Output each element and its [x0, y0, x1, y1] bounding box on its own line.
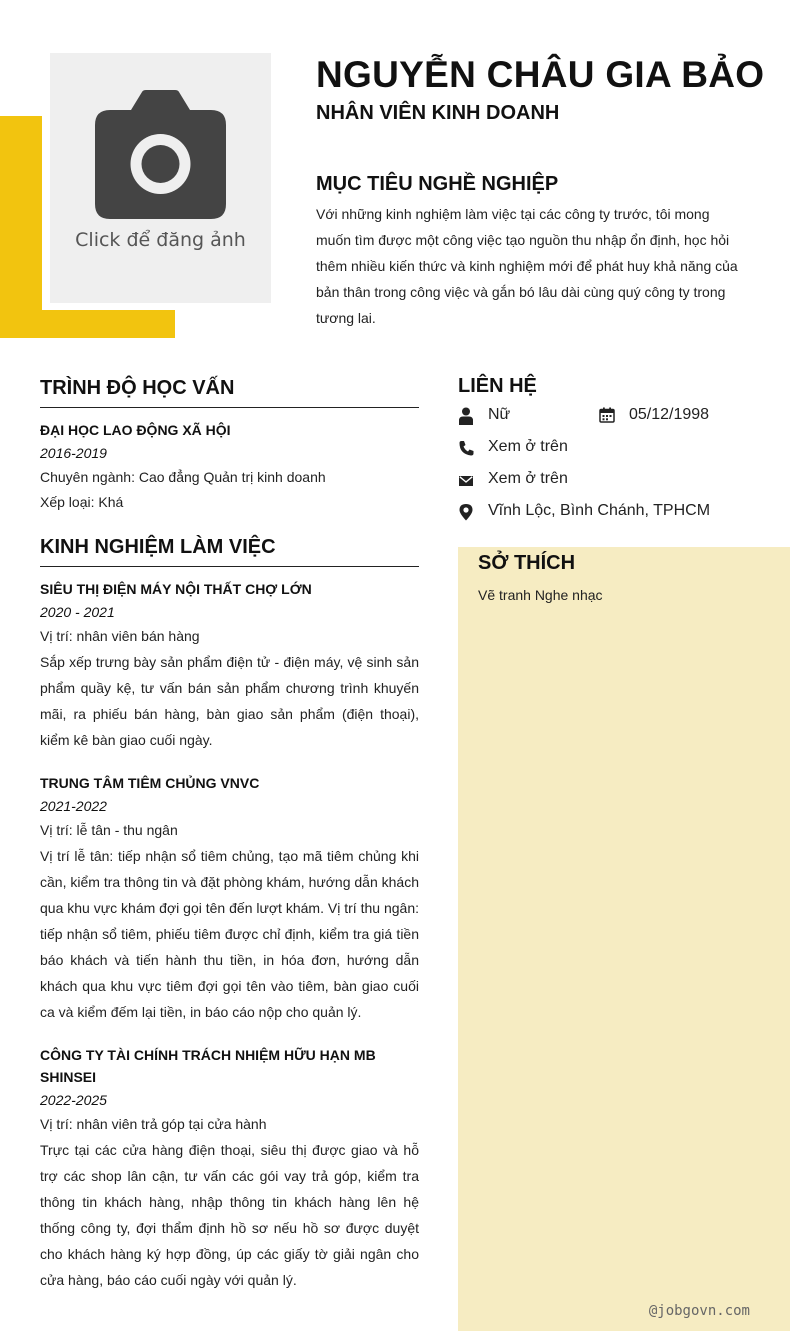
calendar-icon: [599, 407, 615, 423]
education-period: 2016-2019: [40, 445, 107, 461]
experience-position: Vị trí: nhân viên trả góp tại cửa hành: [40, 1116, 267, 1132]
school-name: ĐẠI HỌC LAO ĐỘNG XÃ HỘI: [40, 422, 231, 438]
camera-icon: [95, 90, 226, 220]
watermark: @jobgovn.com: [648, 1303, 750, 1319]
experience-description: Vị trí lễ tân: tiếp nhận sổ tiêm chủng, tạo mã tiêm chủng khi cần, kiểm tra thông tin và đặt phòng khám, hướng dẫn khách qua khu vực khám đợi gọi tên đến lượt khám. Vị trí thu ngân: tiếp nhận sổ tiêm, phiếu tiêm được chỉ định, kiểm tra giá tiền báo khách và tiến hành thu tiền, in hóa đơn, hướng dẫn khách qua khu vực tiêm đợi gọi tên vào tiêm, bàn giao cuối ca và kiểm đếm lại tiền, in báo cáo nộp cho quản lý.: [40, 848, 419, 1020]
hobby-panel: [458, 547, 790, 1331]
experience-description: Trực tại các cửa hàng điện thoại, siêu thị được giao và hỗ trợ các shop lân cận, tư vấn các gói vay trả góp, kiểm tra thông tin khách hàng, nhập thông tin khách hàng lên hệ thống công ty, đợi thẩm định hồ sơ nếu hồ sơ được duyệt cho khách hàng ký hợp đồng, úp các giấy tờ giải ngân cho cửa hàng, báo cáo cuối ngày với quản lý.: [40, 1142, 419, 1288]
experience-period: 2022-2025: [40, 1092, 107, 1108]
experience-description: Sắp xếp trưng bày sản phẩm điện tử - điện máy, vệ sinh sản phẩm quầy kệ, tư vấn bán sản phẩm chương trình khuyến mãi, ra phiếu bán hàng, bàn giao sản phẩm (điện thoại), kiểm kê bàn giao cuối ngày.: [40, 654, 419, 748]
education-grade: Xếp loại: Khá: [40, 494, 124, 510]
user-icon: [458, 407, 474, 425]
experience-title: KINH NGHIỆM LÀM VIỆC: [40, 533, 419, 567]
experience-period: 2020 - 2021: [40, 604, 115, 620]
experience-position: Vị trí: nhân viên bán hàng: [40, 628, 200, 644]
education-title: TRÌNH ĐỘ HỌC VẤN: [40, 374, 419, 408]
birthdate-value: 05/12/1998: [629, 406, 710, 423]
contact-row-phone: [458, 432, 758, 464]
company-name: TRUNG TÂM TIÊM CHỦNG VNVC: [40, 775, 260, 791]
experience-item: [40, 578, 419, 753]
map-pin-icon: [458, 503, 474, 521]
candidate-name: NGUYỄN CHÂU GIA BẢO: [316, 54, 765, 95]
experience-position: Vị trí: lễ tân - thu ngân: [40, 822, 178, 838]
contact-row-address: [458, 496, 758, 528]
hobby-text: Vẽ tranh Nghe nhạc: [478, 587, 603, 603]
accent-bar-horizontal: [0, 310, 175, 338]
email-value[interactable]: Xem ở trên: [488, 470, 568, 487]
experience-period: 2021-2022: [40, 798, 107, 814]
phone-icon: [458, 439, 474, 457]
education-item: [40, 419, 419, 515]
photo-upload[interactable]: [50, 53, 271, 303]
contact-title: LIÊN HỆ: [458, 375, 537, 397]
resume-header: [316, 53, 766, 126]
experience-item: [40, 772, 419, 1025]
contact-section: [458, 372, 758, 528]
gender-value: Nữ: [488, 406, 511, 423]
photo-caption: Click để đăng ảnh: [75, 229, 246, 251]
address-value: Vĩnh Lộc, Bình Chánh, TPHCM: [488, 502, 711, 519]
contact-row-email: [458, 464, 758, 496]
contact-row-gender: [458, 400, 758, 432]
objective-section: [316, 171, 748, 331]
accent-bar-vertical: [0, 116, 42, 338]
hobby-title: SỞ THÍCH: [478, 552, 576, 574]
envelope-icon: [458, 471, 474, 489]
experience-item: [40, 1044, 419, 1293]
phone-value[interactable]: Xem ở trên: [488, 438, 568, 455]
objective-title: MỤC TIÊU NGHỀ NGHIỆP: [316, 173, 559, 195]
company-name: CÔNG TY TÀI CHÍNH TRÁCH NHIỆM HỮU HẠN MB SHINSEI: [40, 1047, 376, 1085]
left-column: [40, 374, 419, 1293]
company-name: SIÊU THỊ ĐIỆN MÁY NỘI THẤT CHỢ LỚN: [40, 581, 312, 597]
education-section: [40, 374, 419, 515]
objective-text: Với những kinh nghiệm làm việc tại các công ty trước, tôi mong muốn tìm được một công việc tạo nguồn thu nhập ổn định, học hỏi thêm nhiều kiến thức và kinh nghiệm mới để phát huy khả năng của bản thân trong công việc và gắn bó lâu dài cùng quý công ty trong tương lai.: [316, 206, 738, 326]
experience-section: [40, 533, 419, 1293]
job-title: NHÂN VIÊN KINH DOANH: [316, 102, 560, 124]
education-major: Chuyên ngành: Cao đẳng Quản trị kinh doanh: [40, 469, 326, 485]
